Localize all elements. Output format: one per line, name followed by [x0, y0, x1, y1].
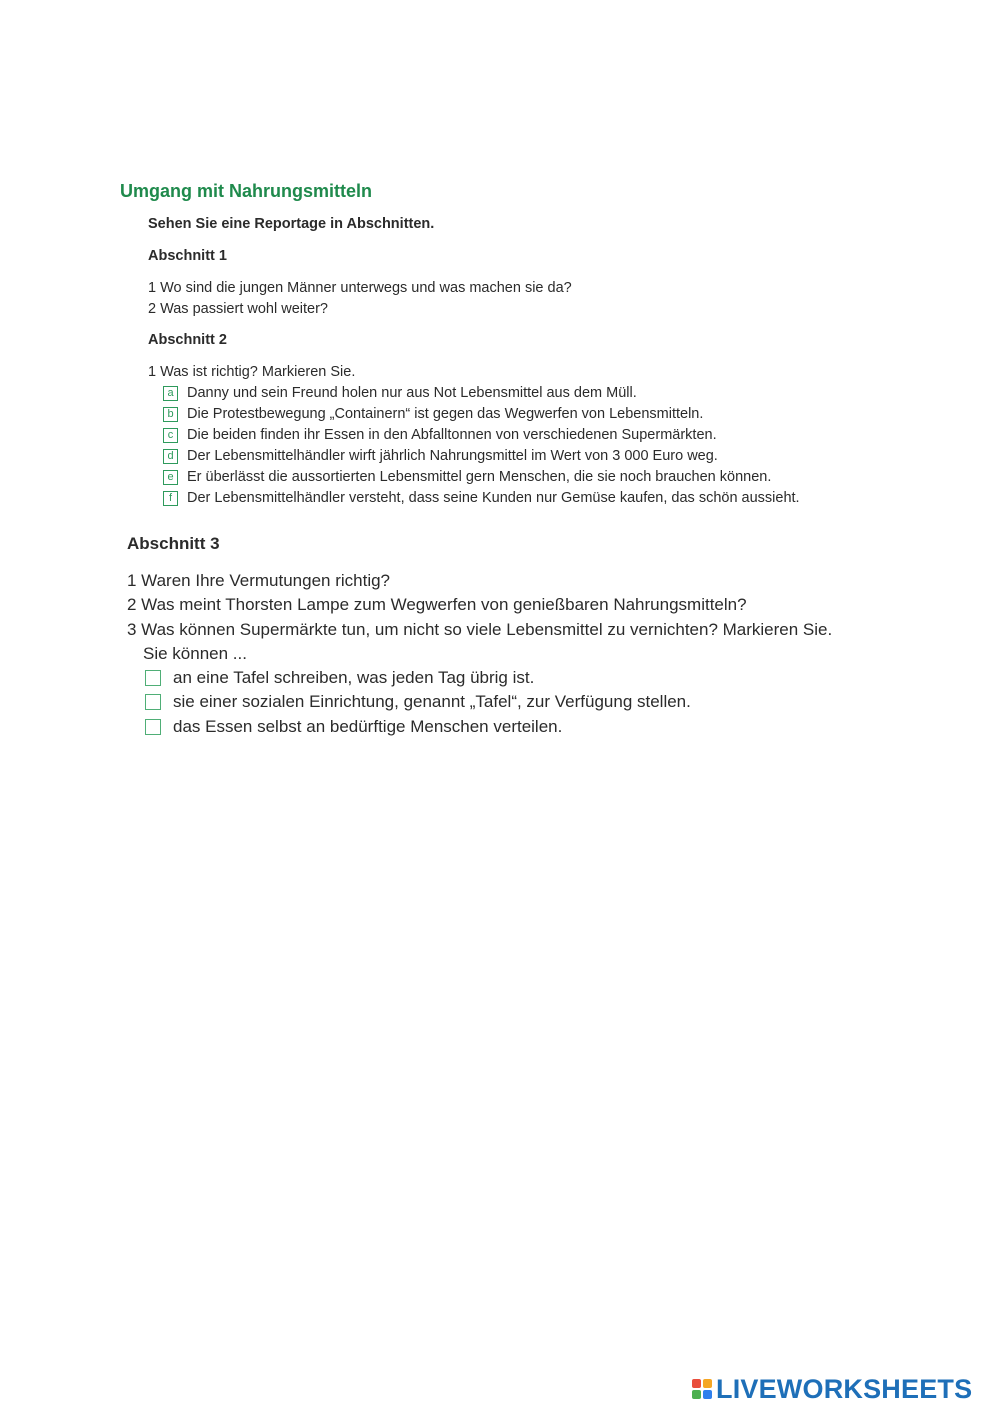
- question-item: 3 Was können Supermärkte tun, um nicht so viele Lebensmittel zu vernichten? Markieren Sie.: [127, 619, 833, 639]
- option-letter-box[interactable]: b: [163, 407, 178, 422]
- true-false-options: [163, 383, 800, 509]
- option-letter-box[interactable]: a: [163, 386, 178, 401]
- option-item[interactable]: [163, 467, 800, 488]
- choice-text: an eine Tafel schreiben, was jeden Tag übrig ist.: [173, 668, 535, 687]
- brand-name: LIVEWORKSHEETS: [716, 1373, 973, 1404]
- question-item: 1 Waren Ihre Vermutungen richtig?: [127, 571, 391, 590]
- option-text: Er überlässt die aussortierten Lebensmittel gern Menschen, die sie noch brauchen können.: [187, 469, 772, 485]
- section-1-questions: [148, 278, 572, 320]
- option-letter-box[interactable]: f: [163, 491, 178, 506]
- section-1-heading: Abschnitt 1: [148, 248, 227, 264]
- sub-intro: Sie können ...: [143, 644, 247, 663]
- section-2-question: 1 Was ist richtig? Markieren Sie.: [148, 364, 356, 380]
- option-item[interactable]: [163, 425, 800, 446]
- checkbox[interactable]: [145, 670, 161, 686]
- option-item[interactable]: [163, 446, 800, 467]
- option-item[interactable]: [163, 404, 800, 425]
- question-item: 2 Was passiert wohl weiter?: [148, 301, 328, 317]
- choice-text: sie einer sozialen Einrichtung, genannt „Tafel“, zur Verfügung stellen.: [173, 692, 691, 712]
- page-title: Umgang mit Nahrungsmitteln: [120, 181, 373, 201]
- section-3-questions: [127, 569, 832, 642]
- choice-text: das Essen selbst an bedürftige Menschen verteilen.: [173, 716, 563, 736]
- option-text: Der Lebensmittelhändler wirft jährlich Nahrungsmittel im Wert von 3 000 Euro weg.: [187, 448, 718, 464]
- logo-square-icon: [703, 1390, 712, 1399]
- section-3-heading: Abschnitt 3: [127, 534, 220, 553]
- logo-square-icon: [692, 1379, 701, 1388]
- option-letter-box[interactable]: e: [163, 470, 178, 485]
- checkbox[interactable]: [145, 694, 161, 710]
- option-text: Der Lebensmittelhändler versteht, dass seine Kunden nur Gemüse kaufen, das schön aussieht.: [187, 490, 800, 506]
- choice-item[interactable]: [145, 715, 691, 739]
- choice-item[interactable]: [145, 690, 691, 714]
- option-text: Danny und sein Freund holen nur aus Not Lebensmittel aus dem Müll.: [187, 385, 637, 401]
- option-letter-box[interactable]: c: [163, 428, 178, 443]
- option-text: Die beiden finden ihr Essen in den Abfalltonnen von verschiedenen Supermärkten.: [187, 427, 717, 443]
- option-item[interactable]: [163, 488, 800, 509]
- question-item: 2 Was meint Thorsten Lampe zum Wegwerfen von genießbaren Nahrungsmitteln?: [127, 595, 747, 615]
- instruction-text: Sehen Sie eine Reportage in Abschnitten.: [148, 216, 435, 232]
- checkbox-choices: [145, 666, 691, 739]
- logo-mark-icon: [692, 1379, 712, 1399]
- section-2-heading: Abschnitt 2: [148, 332, 227, 348]
- liveworksheets-logo: [692, 1373, 972, 1405]
- checkbox[interactable]: [145, 719, 161, 735]
- option-letter-box[interactable]: d: [163, 449, 178, 464]
- logo-square-icon: [692, 1390, 701, 1399]
- choice-item[interactable]: [145, 666, 691, 690]
- question-item: 1 Wo sind die jungen Männer unterwegs und was machen sie da?: [148, 280, 572, 296]
- option-item[interactable]: [163, 383, 800, 404]
- option-text: Die Protestbewegung „Containern“ ist gegen das Wegwerfen von Lebensmitteln.: [187, 406, 704, 422]
- logo-square-icon: [703, 1379, 712, 1388]
